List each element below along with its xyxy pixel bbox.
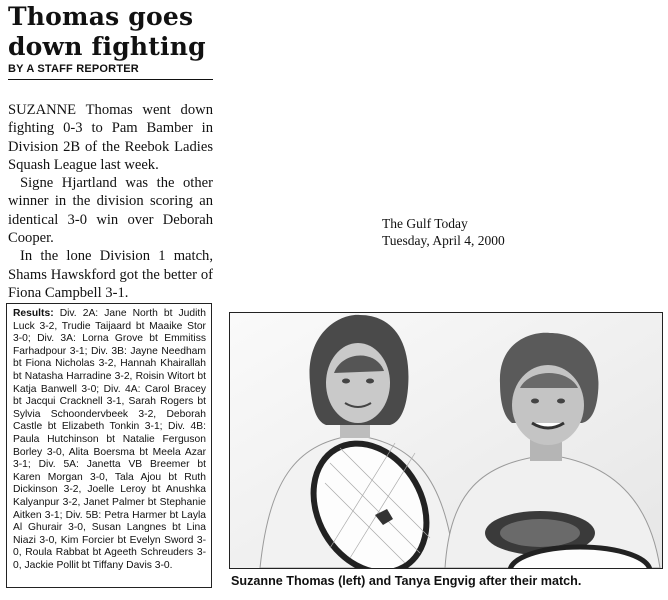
photo-image bbox=[230, 313, 662, 568]
byline: BY A STAFF REPORTER bbox=[8, 63, 139, 75]
photo-caption: Suzanne Thomas (left) and Tanya Engvig after their match. bbox=[231, 574, 582, 588]
publication-name: The Gulf Today bbox=[382, 216, 468, 231]
publication-date: Tuesday, April 4, 2000 bbox=[382, 232, 505, 248]
results-label: Results: bbox=[13, 308, 54, 319]
article-paragraph: Signe Hjartland was the other winner in the division scoring an identical 3-0 win over Deborah Cooper. bbox=[8, 175, 213, 247]
article-paragraph: SUZANNE Thomas went down fighting 0-3 to Pam Bamber in Division 2B of the Reebok Ladies Squash League last week. bbox=[8, 102, 213, 173]
article-paragraph: In the lone Division 1 match, Shams Hawskford got the better of Fiona Campbell 3-1. bbox=[8, 248, 213, 301]
byline-rule bbox=[8, 79, 213, 80]
results-box bbox=[6, 303, 212, 588]
results-text: Div. 2A: Jane North bt Judith Luck 3-2, Trudie Taijaard bt Maaike Stor 3-0; Div. 3A: Lorna Grove bt Emmitiss Farhadpour 3-1; Div. 3B: Jayne Needham bt Fiona Nicholas 3-2, Hannah Khairallah bt Natasha Harradine 3-2, Roisin Witort bt Katja Banwell 3-0; Div. 4A: Carol Bracey bt Jacqui Cracknell 3-1, Sarah Rogers bt Sylvia Schoondervbeek 3-2, Deborah Castle bt Elizabeth Tonkin 3-1; Div. 4B: Paula Hutchinson bt Natalie Ferguson Borley 3-0, Alita Boersma bt Meela Azar 3-1; Div. 5A: Janetta VB Breemer bt Karen Morgan 3-0, Tala Ajou bt Ruth Dickinson 3-2, Joelle Leroy bt Anushka Kalyanpur 3-2, Janet Palmer bt Stephanie Aitken 3-1; Div. 5B: Petra Harmer bt Layla Al Ghurair 3-0, Susan Langnes bt Lina Niazi 3-0, Kim Forcier bt Evelyn Sword 3-0, Roula Rabbat bt Ageeth Schreuders 3-0, Jackie Pollit bt Tiffany Davis 3-0. bbox=[13, 308, 206, 571]
photo bbox=[229, 312, 663, 569]
source-note bbox=[382, 216, 505, 249]
article-body bbox=[8, 101, 213, 302]
headline: Thomas goes down fighting bbox=[8, 2, 206, 61]
